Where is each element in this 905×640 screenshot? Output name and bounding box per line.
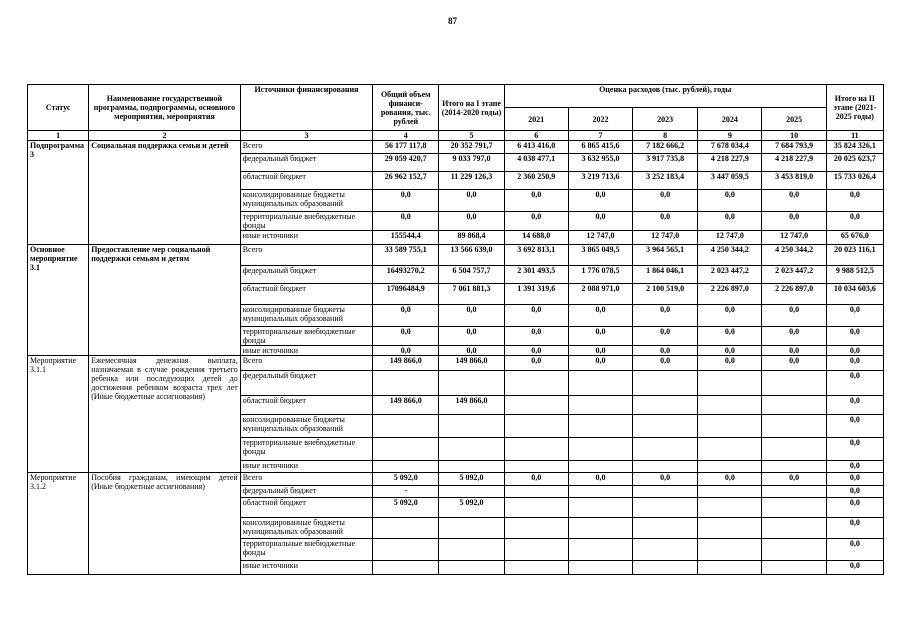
row-value: 0,0: [504, 473, 568, 486]
row-value: 0,0: [568, 473, 632, 486]
row-value: 0,0: [762, 473, 826, 486]
row-value: [373, 518, 439, 539]
row-value: 2 023 447,2: [762, 266, 826, 284]
row-source: территориальные внебюджетные фонды: [240, 438, 372, 461]
row-source: федеральный бюджет: [240, 154, 372, 172]
row-value: 0,0: [633, 473, 698, 486]
row-value: 12 747,0: [633, 231, 698, 245]
row-value: 0,0: [826, 461, 883, 473]
row-value: 0,0: [698, 327, 762, 346]
row-value: 6 865 415,6: [568, 141, 632, 154]
row-value: [762, 561, 826, 575]
row-value: 2 023 447,2: [698, 266, 762, 284]
table-row: [28, 356, 884, 371]
row-value: 0,0: [633, 190, 698, 212]
header-stage2: Итого на II этапе (2021-2025 годы): [826, 85, 883, 131]
row-value: 9 033 797,0: [439, 154, 504, 172]
row-value: [439, 371, 504, 396]
row-value: 3 692 813,1: [504, 245, 568, 266]
row-value: 56 177 117,8: [373, 141, 439, 154]
row-value: [568, 561, 632, 575]
row-value: 7 182 666,2: [633, 141, 698, 154]
row-value: 3 964 565,1: [633, 245, 698, 266]
row-value: 4 218 227,9: [698, 154, 762, 172]
row-value: 0,0: [504, 356, 568, 371]
row-value: 0,0: [826, 498, 883, 518]
row-value: [504, 371, 568, 396]
row-value: 0,0: [439, 190, 504, 212]
row-value: 0,0: [439, 212, 504, 231]
row-value: 29 059 420,7: [373, 154, 439, 172]
row-value: [698, 539, 762, 561]
row-value: 0,0: [504, 327, 568, 346]
row-source: областной бюджет: [240, 284, 372, 305]
row-value: [504, 415, 568, 438]
row-value: 3 252 183,4: [633, 172, 698, 190]
row-source: областной бюджет: [240, 172, 372, 190]
table-row: [28, 245, 884, 266]
row-value: 9 988 512,5: [826, 266, 883, 284]
row-source: консолидированные бюджеты муниципальных образований: [240, 415, 372, 438]
row-source: Всего: [240, 245, 372, 266]
row-source: территориальные внебюджетные фонды: [240, 212, 372, 231]
row-value: 33 589 755,1: [373, 245, 439, 266]
header-status: Статус: [28, 85, 89, 131]
row-value: 4 218 227,9: [762, 154, 826, 172]
row-source: консолидированные бюджеты муниципальных образований: [240, 305, 372, 327]
row-value: 17096484,9: [373, 284, 439, 305]
row-source: Всего: [240, 141, 372, 154]
row-value: [698, 518, 762, 539]
row-value: 0,0: [633, 212, 698, 231]
row-value: 0,0: [826, 415, 883, 438]
row-value: [762, 539, 826, 561]
row-value: 0,0: [633, 327, 698, 346]
row-value: [633, 438, 698, 461]
column-number: 10: [762, 131, 826, 141]
row-value: 0,0: [826, 212, 883, 231]
row-value: [439, 438, 504, 461]
column-number: 1: [28, 131, 89, 141]
row-value: 10 034 603,6: [826, 284, 883, 305]
header-name: Наименование государственной программы, подпрограммы, основного мероприятия, мероприятия: [89, 85, 241, 131]
row-value: [504, 486, 568, 498]
row-value: 5 092,0: [439, 473, 504, 486]
row-value: [568, 371, 632, 396]
row-value: 20 352 791,7: [439, 141, 504, 154]
row-value: [504, 396, 568, 415]
row-value: [439, 415, 504, 438]
row-source: иные источники: [240, 561, 372, 575]
row-source: территориальные внебюджетные фонды: [240, 539, 372, 561]
row-value: [762, 461, 826, 473]
row-value: 2 360 250,9: [504, 172, 568, 190]
header-year: 2021: [504, 108, 568, 131]
row-value: 3 447 059,5: [698, 172, 762, 190]
row-value: 149 866,0: [439, 396, 504, 415]
row-value: 149 866,0: [373, 356, 439, 371]
row-value: [373, 371, 439, 396]
row-value: 7 678 034,4: [698, 141, 762, 154]
row-value: [504, 438, 568, 461]
row-value: [504, 561, 568, 575]
row-value: [373, 539, 439, 561]
header-year: 2024: [698, 108, 762, 131]
row-value: [633, 371, 698, 396]
row-source: территориальные внебюджетные фонды: [240, 327, 372, 346]
row-value: 20 023 116,1: [826, 245, 883, 266]
row-value: 2 100 519,0: [633, 284, 698, 305]
row-value: 6 413 416,0: [504, 141, 568, 154]
table-header: [28, 85, 884, 141]
row-value: 0,0: [698, 212, 762, 231]
row-value: 4 038 477,1: [504, 154, 568, 172]
row-value: [633, 486, 698, 498]
row-value: [762, 396, 826, 415]
row-value: 0,0: [826, 539, 883, 561]
row-value: [504, 539, 568, 561]
row-value: 13 566 639,0: [439, 245, 504, 266]
row-value: 0,0: [698, 356, 762, 371]
row-value: 0,0: [826, 305, 883, 327]
header-stage1: Итого на I этапе (2014-2020 годы): [439, 85, 504, 131]
row-value: 0,0: [373, 212, 439, 231]
row-value: 3 453 819,0: [762, 172, 826, 190]
row-value: 1 391 319,6: [504, 284, 568, 305]
row-value: 1 776 078,5: [568, 266, 632, 284]
row-value: [373, 461, 439, 473]
row-value: 1 864 046,1: [633, 266, 698, 284]
row-value: [568, 498, 632, 518]
row-value: [633, 518, 698, 539]
column-number: 3: [240, 131, 372, 141]
header-estimate: Оценка расходов (тыс. рублей), годы: [504, 85, 826, 108]
row-value: [568, 396, 632, 415]
row-value: [762, 518, 826, 539]
row-value: [633, 415, 698, 438]
row-status: Подпрограмма 3: [28, 141, 89, 245]
row-value: 0,0: [762, 212, 826, 231]
row-value: 0,0: [762, 346, 826, 356]
row-value: [762, 438, 826, 461]
row-value: 89 868,4: [439, 231, 504, 245]
row-value: [373, 438, 439, 461]
row-value: 12 747,0: [568, 231, 632, 245]
row-value: [633, 498, 698, 518]
table-row: [28, 473, 884, 486]
row-value: 0,0: [504, 305, 568, 327]
row-source: Всего: [240, 473, 372, 486]
row-value: 0,0: [762, 305, 826, 327]
row-value: 7 061 881,3: [439, 284, 504, 305]
column-number: 4: [373, 131, 439, 141]
row-source: областной бюджет: [240, 396, 372, 415]
row-value: 0,0: [826, 371, 883, 396]
row-value: 149 866,0: [439, 356, 504, 371]
row-value: 0,0: [568, 327, 632, 346]
row-value: [633, 539, 698, 561]
row-value: [698, 438, 762, 461]
row-name: Предоставление мер социальной поддержки семьям и детям: [89, 245, 241, 356]
row-value: [698, 486, 762, 498]
row-value: 0,0: [504, 346, 568, 356]
row-value: 0,0: [568, 305, 632, 327]
row-name: Социальная поддержка семьи и детей: [89, 141, 241, 245]
row-value: 0,0: [698, 190, 762, 212]
row-value: [698, 461, 762, 473]
row-value: [633, 561, 698, 575]
row-value: [698, 498, 762, 518]
row-source: иные источники: [240, 231, 372, 245]
row-value: 0,0: [568, 346, 632, 356]
row-value: 0,0: [439, 346, 504, 356]
column-number: 5: [439, 131, 504, 141]
row-value: 0,0: [826, 438, 883, 461]
row-value: 7 684 793,9: [762, 141, 826, 154]
row-value: 0,0: [826, 473, 883, 486]
row-status: Основное мероприятие 3.1: [28, 245, 89, 356]
row-value: [568, 461, 632, 473]
row-value: 65 676,0: [826, 231, 883, 245]
column-number: 11: [826, 131, 883, 141]
table-row: [28, 141, 884, 154]
row-value: 4 250 344,2: [762, 245, 826, 266]
row-value: 12 747,0: [698, 231, 762, 245]
row-source: федеральный бюджет: [240, 371, 372, 396]
row-value: 5 092,0: [373, 498, 439, 518]
row-value: [698, 396, 762, 415]
row-value: 5 092,0: [373, 473, 439, 486]
row-value: 11 229 126,3: [439, 172, 504, 190]
row-value: 6 504 757,7: [439, 266, 504, 284]
row-value: 0,0: [762, 190, 826, 212]
header-sources: Источники финансирования: [240, 85, 372, 131]
column-number: 2: [89, 131, 241, 141]
row-value: 0,0: [826, 327, 883, 346]
table-body: [28, 141, 884, 575]
row-value: [762, 415, 826, 438]
row-value: 155544,4: [373, 231, 439, 245]
row-value: [568, 539, 632, 561]
row-value: -: [373, 486, 439, 498]
row-value: [568, 415, 632, 438]
row-value: [439, 486, 504, 498]
row-value: 16493270,2: [373, 266, 439, 284]
row-value: [373, 415, 439, 438]
row-source: консолидированные бюджеты муниципальных образований: [240, 518, 372, 539]
header-year: 2022: [568, 108, 632, 131]
row-value: 35 824 326,1: [826, 141, 883, 154]
row-value: 0,0: [633, 346, 698, 356]
row-value: 2 226 897,0: [698, 284, 762, 305]
row-source: иные источники: [240, 346, 372, 356]
row-value: 0,0: [633, 305, 698, 327]
row-value: 0,0: [568, 190, 632, 212]
row-value: 5 092,0: [439, 498, 504, 518]
row-value: 0,0: [633, 356, 698, 371]
row-value: 2 088 971,0: [568, 284, 632, 305]
row-value: 2 301 493,5: [504, 266, 568, 284]
row-value: 15 733 026,4: [826, 172, 883, 190]
row-source: иные источники: [240, 461, 372, 473]
row-source: федеральный бюджет: [240, 266, 372, 284]
row-value: 0,0: [762, 356, 826, 371]
column-number: 6: [504, 131, 568, 141]
row-value: 0,0: [373, 346, 439, 356]
row-value: 0,0: [373, 327, 439, 346]
row-value: [504, 518, 568, 539]
row-value: [762, 371, 826, 396]
row-value: 0,0: [826, 396, 883, 415]
row-value: [504, 498, 568, 518]
row-value: 0,0: [439, 305, 504, 327]
row-value: 0,0: [698, 346, 762, 356]
row-value: [698, 415, 762, 438]
row-value: 0,0: [826, 356, 883, 371]
header-total: Общий объем финанси-рования, тыс. рублей: [373, 85, 439, 131]
page-number: 87: [448, 16, 457, 26]
row-value: [698, 561, 762, 575]
row-value: [439, 539, 504, 561]
row-name: Ежемесячная денежная выплата, назначаемая в случае рождения третьего ребенка или последующих детей до достижения ребенком возраста трех лет (Иные бюджетные ассигнования): [89, 356, 241, 473]
row-value: 0,0: [826, 518, 883, 539]
row-source: Всего: [240, 356, 372, 371]
row-value: 3 865 049,5: [568, 245, 632, 266]
header-year: 2025: [762, 108, 826, 131]
row-value: 0,0: [568, 356, 632, 371]
row-value: [568, 518, 632, 539]
row-value: [633, 396, 698, 415]
header-year: 2023: [633, 108, 698, 131]
row-source: консолидированные бюджеты муниципальных образований: [240, 190, 372, 212]
row-value: 26 962 152,7: [373, 172, 439, 190]
row-status: Мероприятие 3.1.2: [28, 473, 89, 575]
column-number: 9: [698, 131, 762, 141]
row-value: 0,0: [439, 327, 504, 346]
row-value: 3 632 955,0: [568, 154, 632, 172]
row-value: 0,0: [504, 212, 568, 231]
row-value: [439, 561, 504, 575]
row-value: 20 025 623,7: [826, 154, 883, 172]
row-value: 3 219 713,6: [568, 172, 632, 190]
row-value: 14 688,0: [504, 231, 568, 245]
row-value: [633, 461, 698, 473]
row-value: 0,0: [373, 305, 439, 327]
row-value: 149 866,0: [373, 396, 439, 415]
row-value: 0,0: [373, 190, 439, 212]
row-value: 0,0: [826, 346, 883, 356]
row-status: Мероприятие 3.1.1: [28, 356, 89, 473]
row-source: областной бюджет: [240, 498, 372, 518]
column-number: 8: [633, 131, 698, 141]
row-value: 0,0: [826, 561, 883, 575]
row-value: 0,0: [504, 190, 568, 212]
row-value: 3 917 735,8: [633, 154, 698, 172]
row-value: [762, 498, 826, 518]
budget-table: [27, 84, 884, 575]
row-source: федеральный бюджет: [240, 486, 372, 498]
row-value: 0,0: [762, 327, 826, 346]
row-value: [439, 461, 504, 473]
row-value: 0,0: [698, 305, 762, 327]
row-value: 4 250 344,2: [698, 245, 762, 266]
row-value: [568, 438, 632, 461]
row-value: [698, 371, 762, 396]
row-value: 2 226 897,0: [762, 284, 826, 305]
column-number: 7: [568, 131, 632, 141]
row-value: 0,0: [826, 486, 883, 498]
row-value: [373, 561, 439, 575]
row-value: 0,0: [698, 473, 762, 486]
row-name: Пособия гражданам, имеющим детей (Иные бюджетные ассигнования): [89, 473, 241, 575]
row-value: 0,0: [826, 190, 883, 212]
row-value: [439, 518, 504, 539]
row-value: 12 747,0: [762, 231, 826, 245]
row-value: [568, 486, 632, 498]
row-value: 0,0: [568, 212, 632, 231]
row-value: [762, 486, 826, 498]
row-value: [504, 461, 568, 473]
